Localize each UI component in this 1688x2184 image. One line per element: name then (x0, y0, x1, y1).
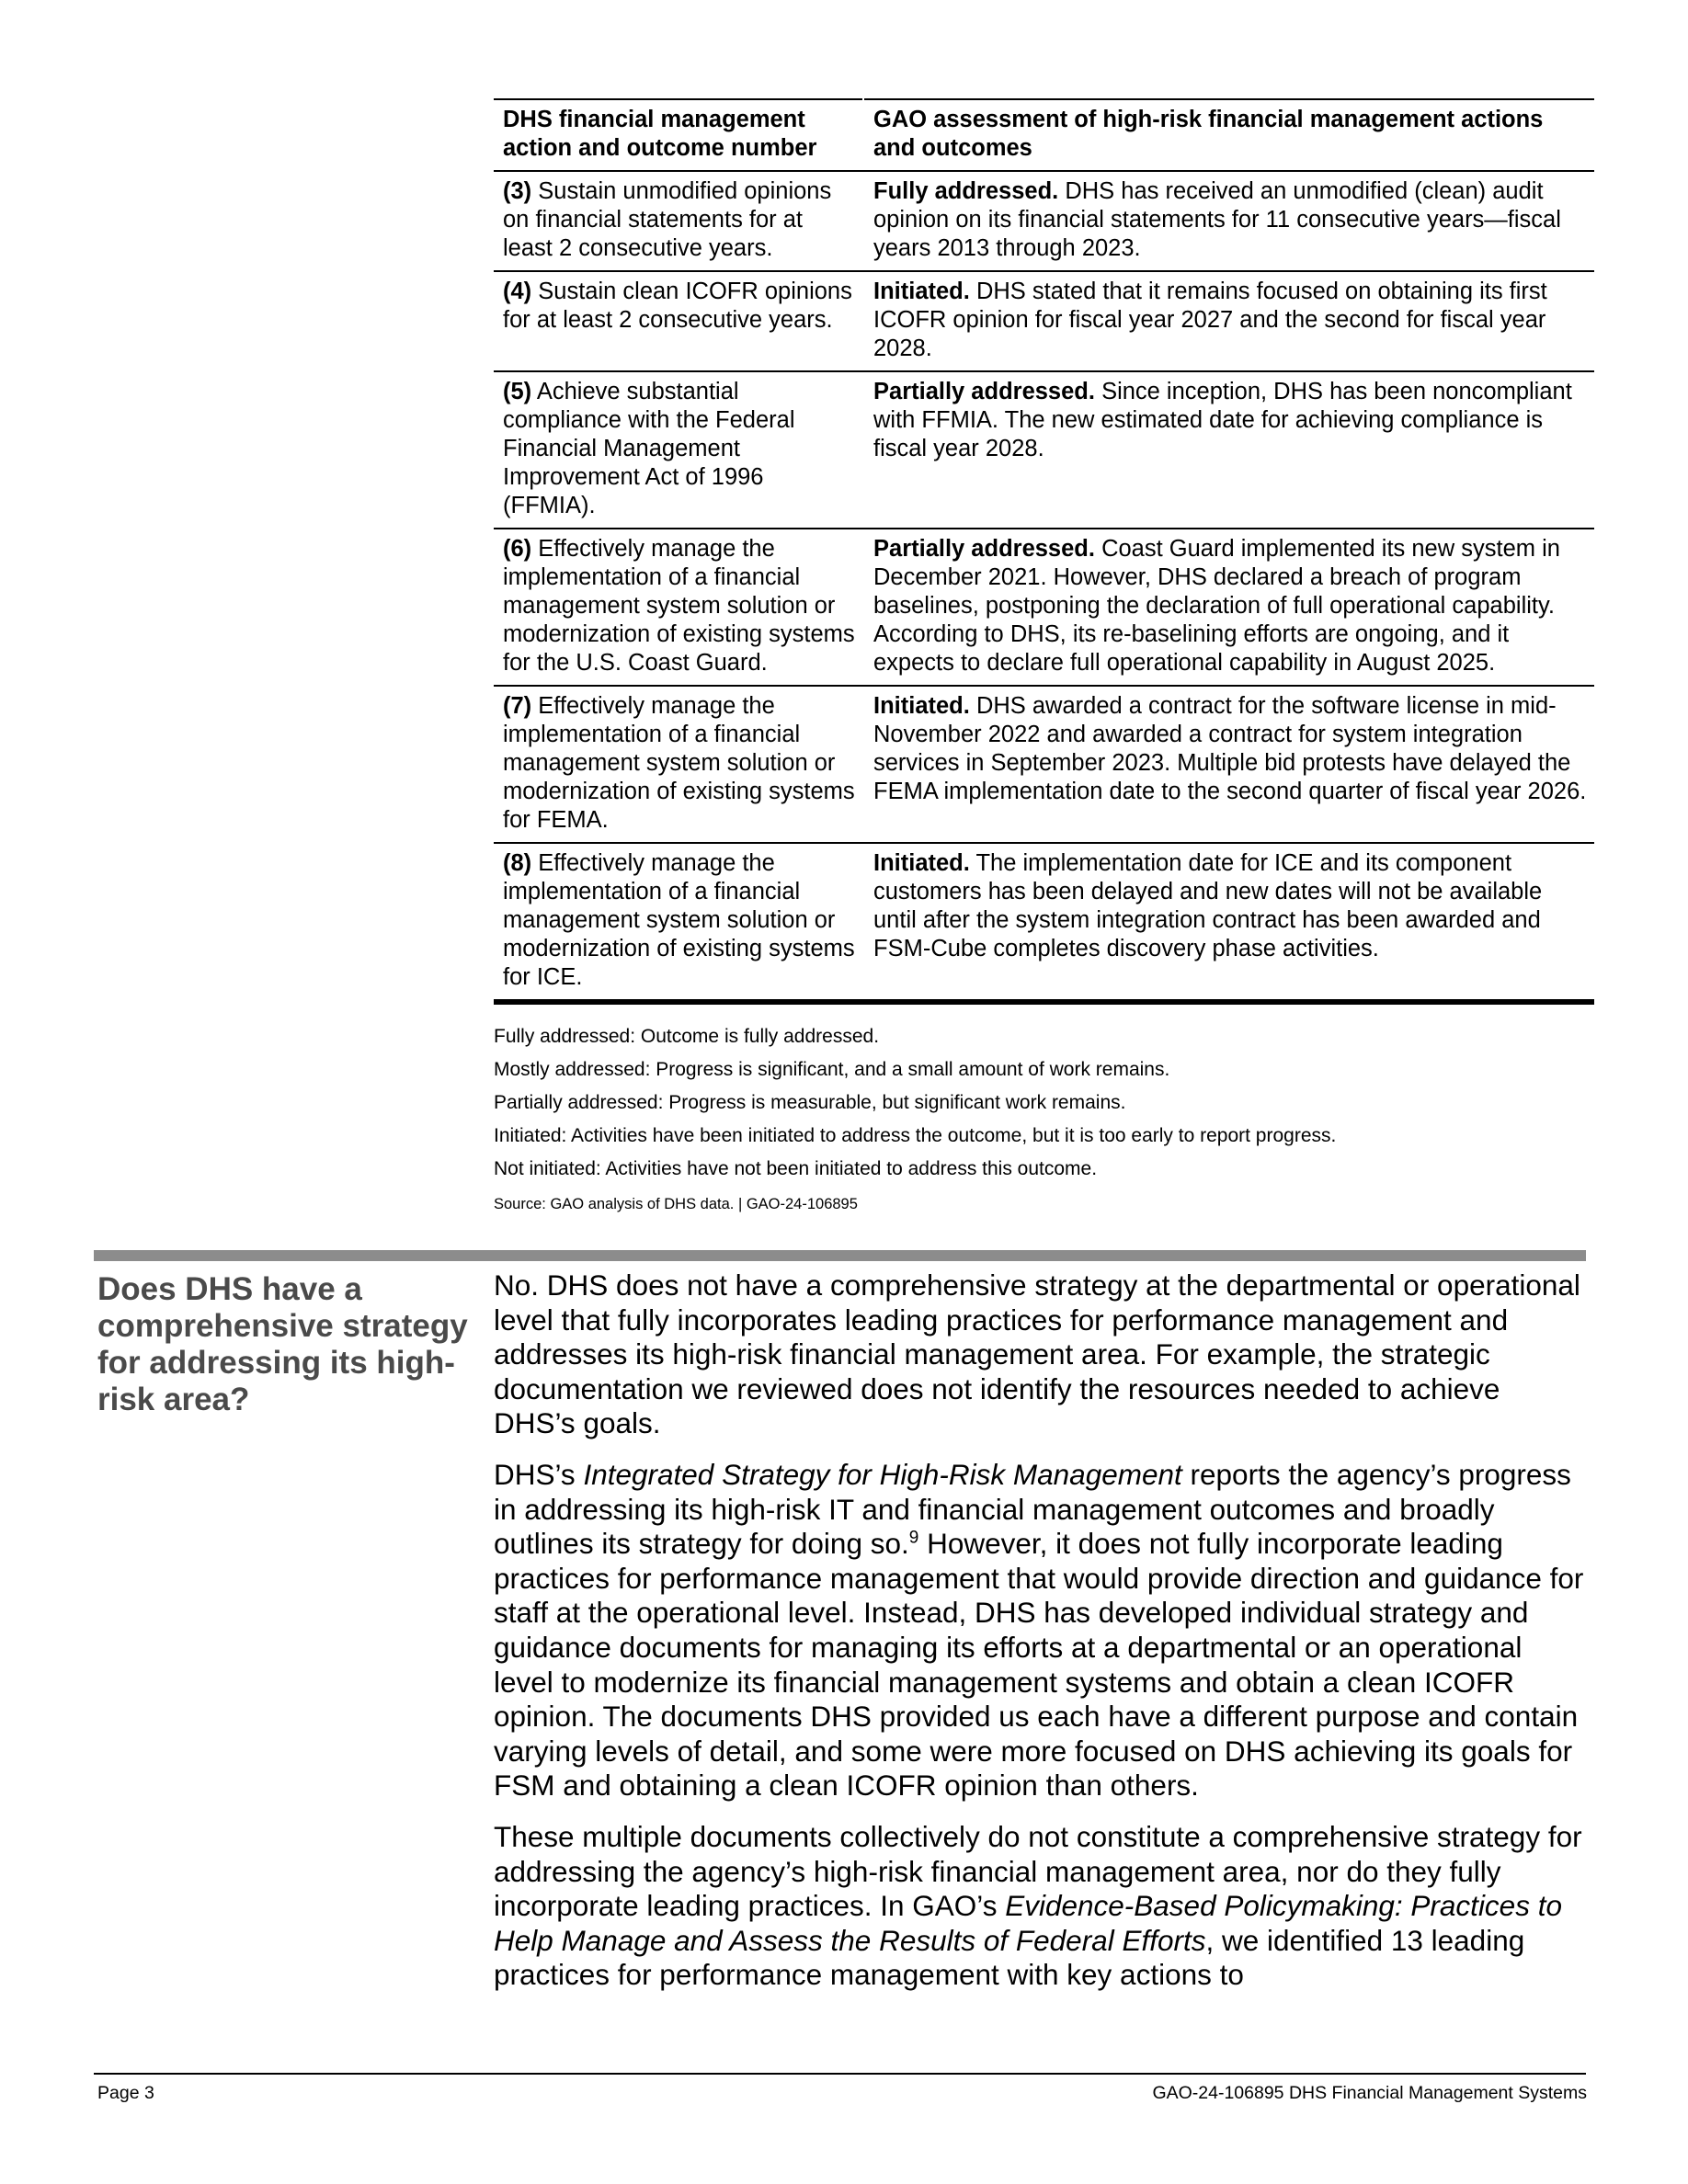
action-text: Achieve substantial compliance with the Federal Financial Management Improvement Act of 1996 (FFMIA). (503, 379, 795, 518)
report-title-footer: GAO-24-106895 DHS Financial Management Systems (1152, 2083, 1587, 2103)
action-text: Sustain clean ICOFR opinions for at least 2 consecutive years. (503, 279, 852, 333)
legend-item: Not initiated: Activities have not been initiated to address this outcome. (494, 1158, 1098, 1179)
assessment-text: The implementation date for ICE and its component customers has been delayed and new dates will not be available until after the system integration contract has been awarded and FSM-Cube completes discovery phase activities. (873, 850, 1543, 961)
outcome-number: (8) (503, 850, 532, 876)
legend-item: Partially addressed: Progress is measurable, but significant work remains. (494, 1092, 1126, 1113)
text-run: However, it does not fully incorporate leading practices for performance management that would provide direction and guidance for staff at the operational level. Instead, DHS has developed individual strategy and guidance documents for managing its efforts at a departmental or an operational level to modernize its financial management systems and obtain a clean ICOFR opinion. The documents DHS provided us each have a different purpose and contain varying levels of detail, and some were more focused on DHS achieving its goals for FSM and obtaining a clean ICOFR opinion than others. (494, 1527, 1584, 1803)
action-text: Effectively manage the implementation of a financial management system solution or modernization of existing systems for the U.S. Coast Guard. (503, 536, 855, 676)
page-number: Page 3 (97, 2083, 154, 2103)
assessment-table-container (494, 98, 1594, 1005)
section-divider (94, 1250, 1586, 1261)
action-text: Effectively manage the implementation of a financial management system solution or modernization of existing systems for FEMA. (503, 693, 855, 833)
assessment-text: DHS has received an unmodified (clean) audit opinion on its financial statements for 11 consecutive years—fiscal years 2013 through 2023. (873, 178, 1561, 261)
action-text: Effectively manage the implementation of a financial management system solution or modernization of existing systems for ICE. (503, 850, 855, 990)
column-header-assessment: GAO assessment of high-risk financial management actions and outcomes (863, 99, 1594, 171)
assessment-cell (863, 271, 1594, 371)
source-note: Source: GAO analysis of DHS data. | GAO-24-106895 (494, 1196, 858, 1212)
table-row (494, 529, 1594, 686)
footer-rule (94, 2073, 1586, 2075)
action-cell (494, 271, 863, 371)
table-row (494, 171, 1594, 271)
report-title: Evidence-Based Policymaking: Practices to Help Manage and Assess the Results of Federal Efforts (494, 1889, 1562, 1957)
table-header-row (494, 99, 1594, 171)
legend-item: Initiated: Activities have been initiated to address the outcome, but it is too early to report progress. (494, 1125, 1337, 1146)
text-run: These multiple documents collectively do not constitute a comprehensive strategy for addressing the agency’s high-risk financial management area, nor do they fully incorporate leading practices. In GAO’s (494, 1819, 1582, 1923)
text-run: reports the agency’s progress in addressing its high-risk IT and financial management outcomes and broadly outlines its strategy for doing so. (494, 1457, 1571, 1561)
action-cell (494, 529, 863, 686)
assessment-text: Coast Guard implemented its new system in December 2021. However, DHS declared a breach of program baselines, postponing the declaration of full operational capability. According to DHS, its re-baselining efforts are ongoing, and it expects to declare full operational capability in August 2025. (873, 536, 1560, 676)
assessment-table (494, 98, 1594, 1005)
assessment-text: DHS awarded a contract for the software license in mid-November 2022 and awarded a contract for system integration services in September 2023. Multiple bid protests have delayed the FEMA implementation date to the second quarter of fiscal year 2026. (873, 693, 1587, 804)
outcome-number: (7) (503, 693, 532, 719)
rating-label: Initiated. (873, 693, 970, 719)
table-row (494, 371, 1594, 529)
rating-label: Fully addressed. (873, 178, 1059, 204)
rating-label: Initiated. (873, 279, 970, 304)
assessment-cell (863, 171, 1594, 271)
outcome-number: (3) (503, 178, 532, 204)
table-row (494, 686, 1594, 843)
action-cell (494, 686, 863, 843)
rating-label: Partially addressed. (873, 536, 1095, 562)
table-row (494, 843, 1594, 1002)
rating-legend (494, 1020, 1597, 1186)
assessment-cell (863, 686, 1594, 843)
assessment-text: Since inception, DHS has been noncompliant with FFMIA. The new estimated date for achieving compliance is fiscal year 2028. (873, 379, 1572, 461)
legend-item: Fully addressed: Outcome is fully addressed. (494, 1026, 880, 1047)
text-run: DHS’s (494, 1457, 584, 1491)
outcome-number: (4) (503, 279, 532, 304)
assessment-cell (863, 371, 1594, 529)
action-cell (494, 843, 863, 1002)
report-title: Integrated Strategy for High-Risk Management (583, 1457, 1182, 1491)
sidebar-question-heading: Does DHS have a comprehensive strategy for addressing its high-risk area? (97, 1271, 468, 1417)
paragraph: No. DHS does not have a comprehensive strategy at the departmental or operational level that fully incorporates leading practices for performance management and addresses its high-risk financial management area. For example, the strategic documentation we reviewed does not identify the resources needed to achieve DHS’s goals. (494, 1268, 1580, 1440)
table-row (494, 271, 1594, 371)
legend-item: Mostly addressed: Progress is significant, and a small amount of work remains. (494, 1059, 1170, 1080)
footnote-marker[interactable]: 9 (908, 1528, 919, 1548)
paragraph (494, 1820, 1588, 1993)
assessment-cell (863, 529, 1594, 686)
outcome-number: (5) (503, 379, 532, 404)
body-text (494, 1268, 1588, 2009)
assessment-cell (863, 843, 1594, 1002)
action-cell (494, 171, 863, 271)
action-text: Sustain unmodified opinions on financial statements for at least 2 consecutive years. (503, 178, 832, 261)
paragraph (494, 1458, 1588, 1803)
assessment-text: DHS stated that it remains focused on obtaining its first ICOFR opinion for fiscal year 2027 and the second for fiscal year 2028. (873, 279, 1547, 361)
outcome-number: (6) (503, 536, 532, 562)
action-cell (494, 371, 863, 529)
text-run: , we identified 13 leading practices for performance management with key actions to (494, 1923, 1525, 1992)
rating-label: Initiated. (873, 850, 970, 876)
column-header-action: DHS financial management action and outcome number (494, 99, 863, 171)
rating-label: Partially addressed. (873, 379, 1095, 404)
